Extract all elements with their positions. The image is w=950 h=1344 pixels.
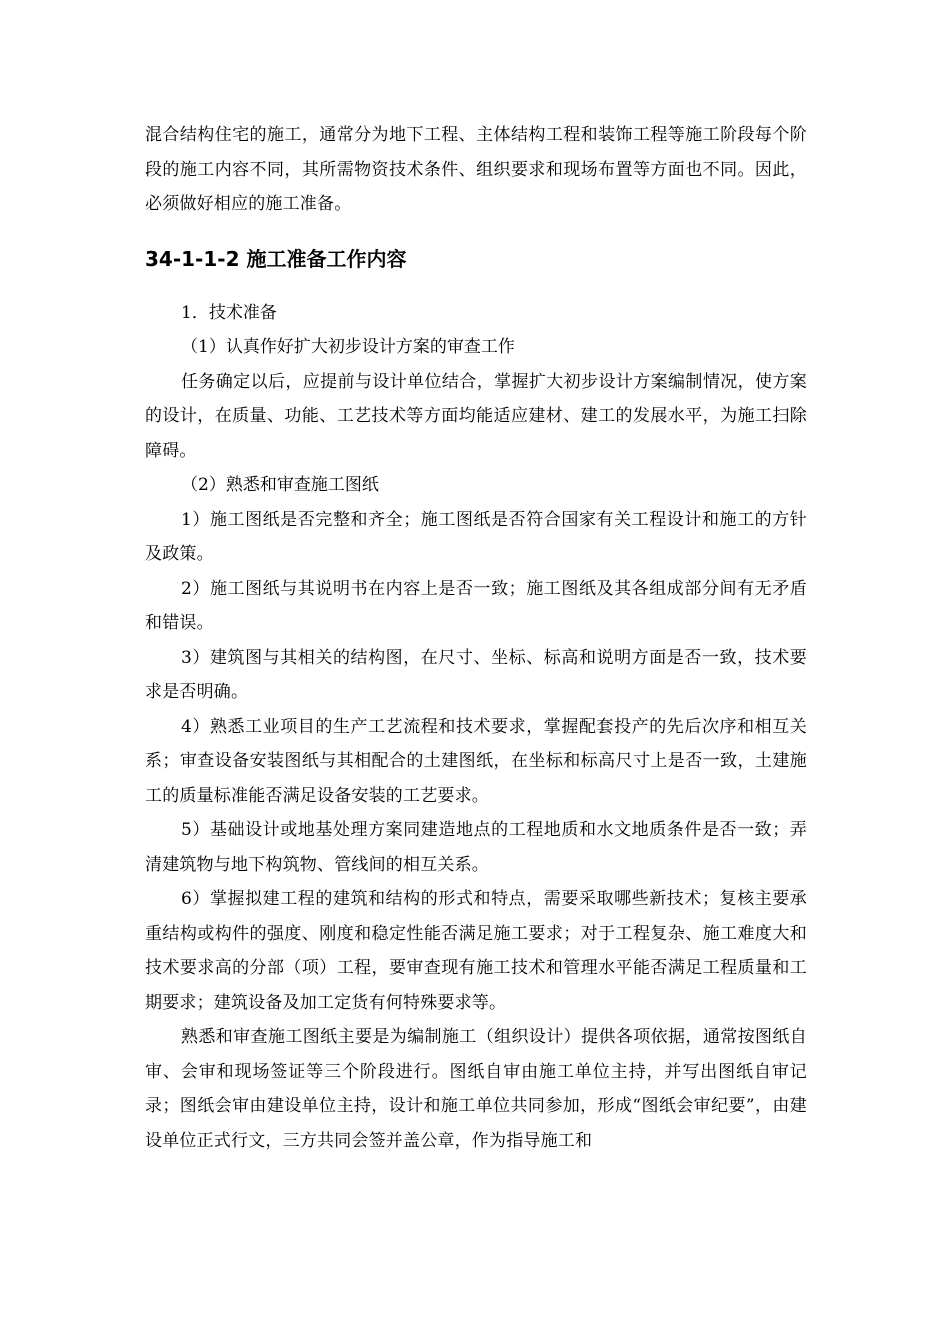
item-technical-preparation: 1．技术准备: [181, 302, 277, 323]
review-point-2: 2）施工图纸与其说明书在内容上是否一致；施工图纸及其各组成部分间有无矛盾和错误。: [145, 578, 807, 633]
section-heading: 34-1-1-2 施工准备工作内容: [145, 246, 407, 271]
review-point-6: 6）掌握拟建工程的建筑和结构的形式和特点，需要采取哪些新技术；复核主要承重结构或构件的强度、刚度和稳定性能否满足施工要求；对于工程复杂、施工难度大和技术要求高的分部（项）工程，要审查现有施工技术和管理水平能否满足工程质量和工期要求；建筑设备及加工定货有何特殊要求等。: [145, 889, 807, 1013]
design-review-paragraph: 任务确定以后，应提前与设计单位结合，掌握扩大初步设计方案编制情况，使方案的设计，在质量、功能、工艺技术等方面均能适应建材、建工的发展水平，为施工扫除障碍。: [145, 371, 807, 461]
intro-paragraph: 混合结构住宅的施工，通常分为地下工程、主体结构工程和装饰工程等施工阶段每个阶段的施工内容不同，其所需物资技术条件、组织要求和现场布置等方面也不同。因此，必须做好相应的施工准备。: [145, 125, 807, 214]
closing-paragraph: 熟悉和审查施工图纸主要是为编制施工（组织设计）提供各项依据，通常按图纸自审、会审和现场签证等三个阶段进行。图纸自审由施工单位主持，并写出图纸自审记录；图纸会审由建设单位主持，设计和施工单位共同参加，形成“图纸会审纪要”，由建设单位正式行文，三方共同会签并盖公章，作为指导施工和: [145, 1027, 807, 1151]
review-point-5: 5）基础设计或地基处理方案同建造地点的工程地质和水文地质条件是否一致；弄清建筑物与地下构筑物、管线间的相互关系。: [145, 820, 807, 875]
subitem-design-review: （1）认真作好扩大初步设计方案的审查工作: [181, 337, 515, 357]
review-point-4: 4）熟悉工业项目的生产工艺流程和技术要求，掌握配套投产的先后次序和相互关系；审查设备安装图纸与其相配合的土建图纸，在坐标和标高尺寸上是否一致，土建施工的质量标准能否满足设备安装的工艺要求。: [145, 716, 807, 806]
review-point-1: 1）施工图纸是否完整和齐全；施工图纸是否符合国家有关工程设计和施工的方针及政策。: [145, 509, 807, 564]
document-page: [145, 118, 807, 1158]
review-point-3: 3）建筑图与其相关的结构图，在尺寸、坐标、标高和说明方面是否一致，技术要求是否明确。: [145, 647, 807, 702]
subitem-drawing-review: （2）熟悉和审查施工图纸: [181, 475, 379, 495]
